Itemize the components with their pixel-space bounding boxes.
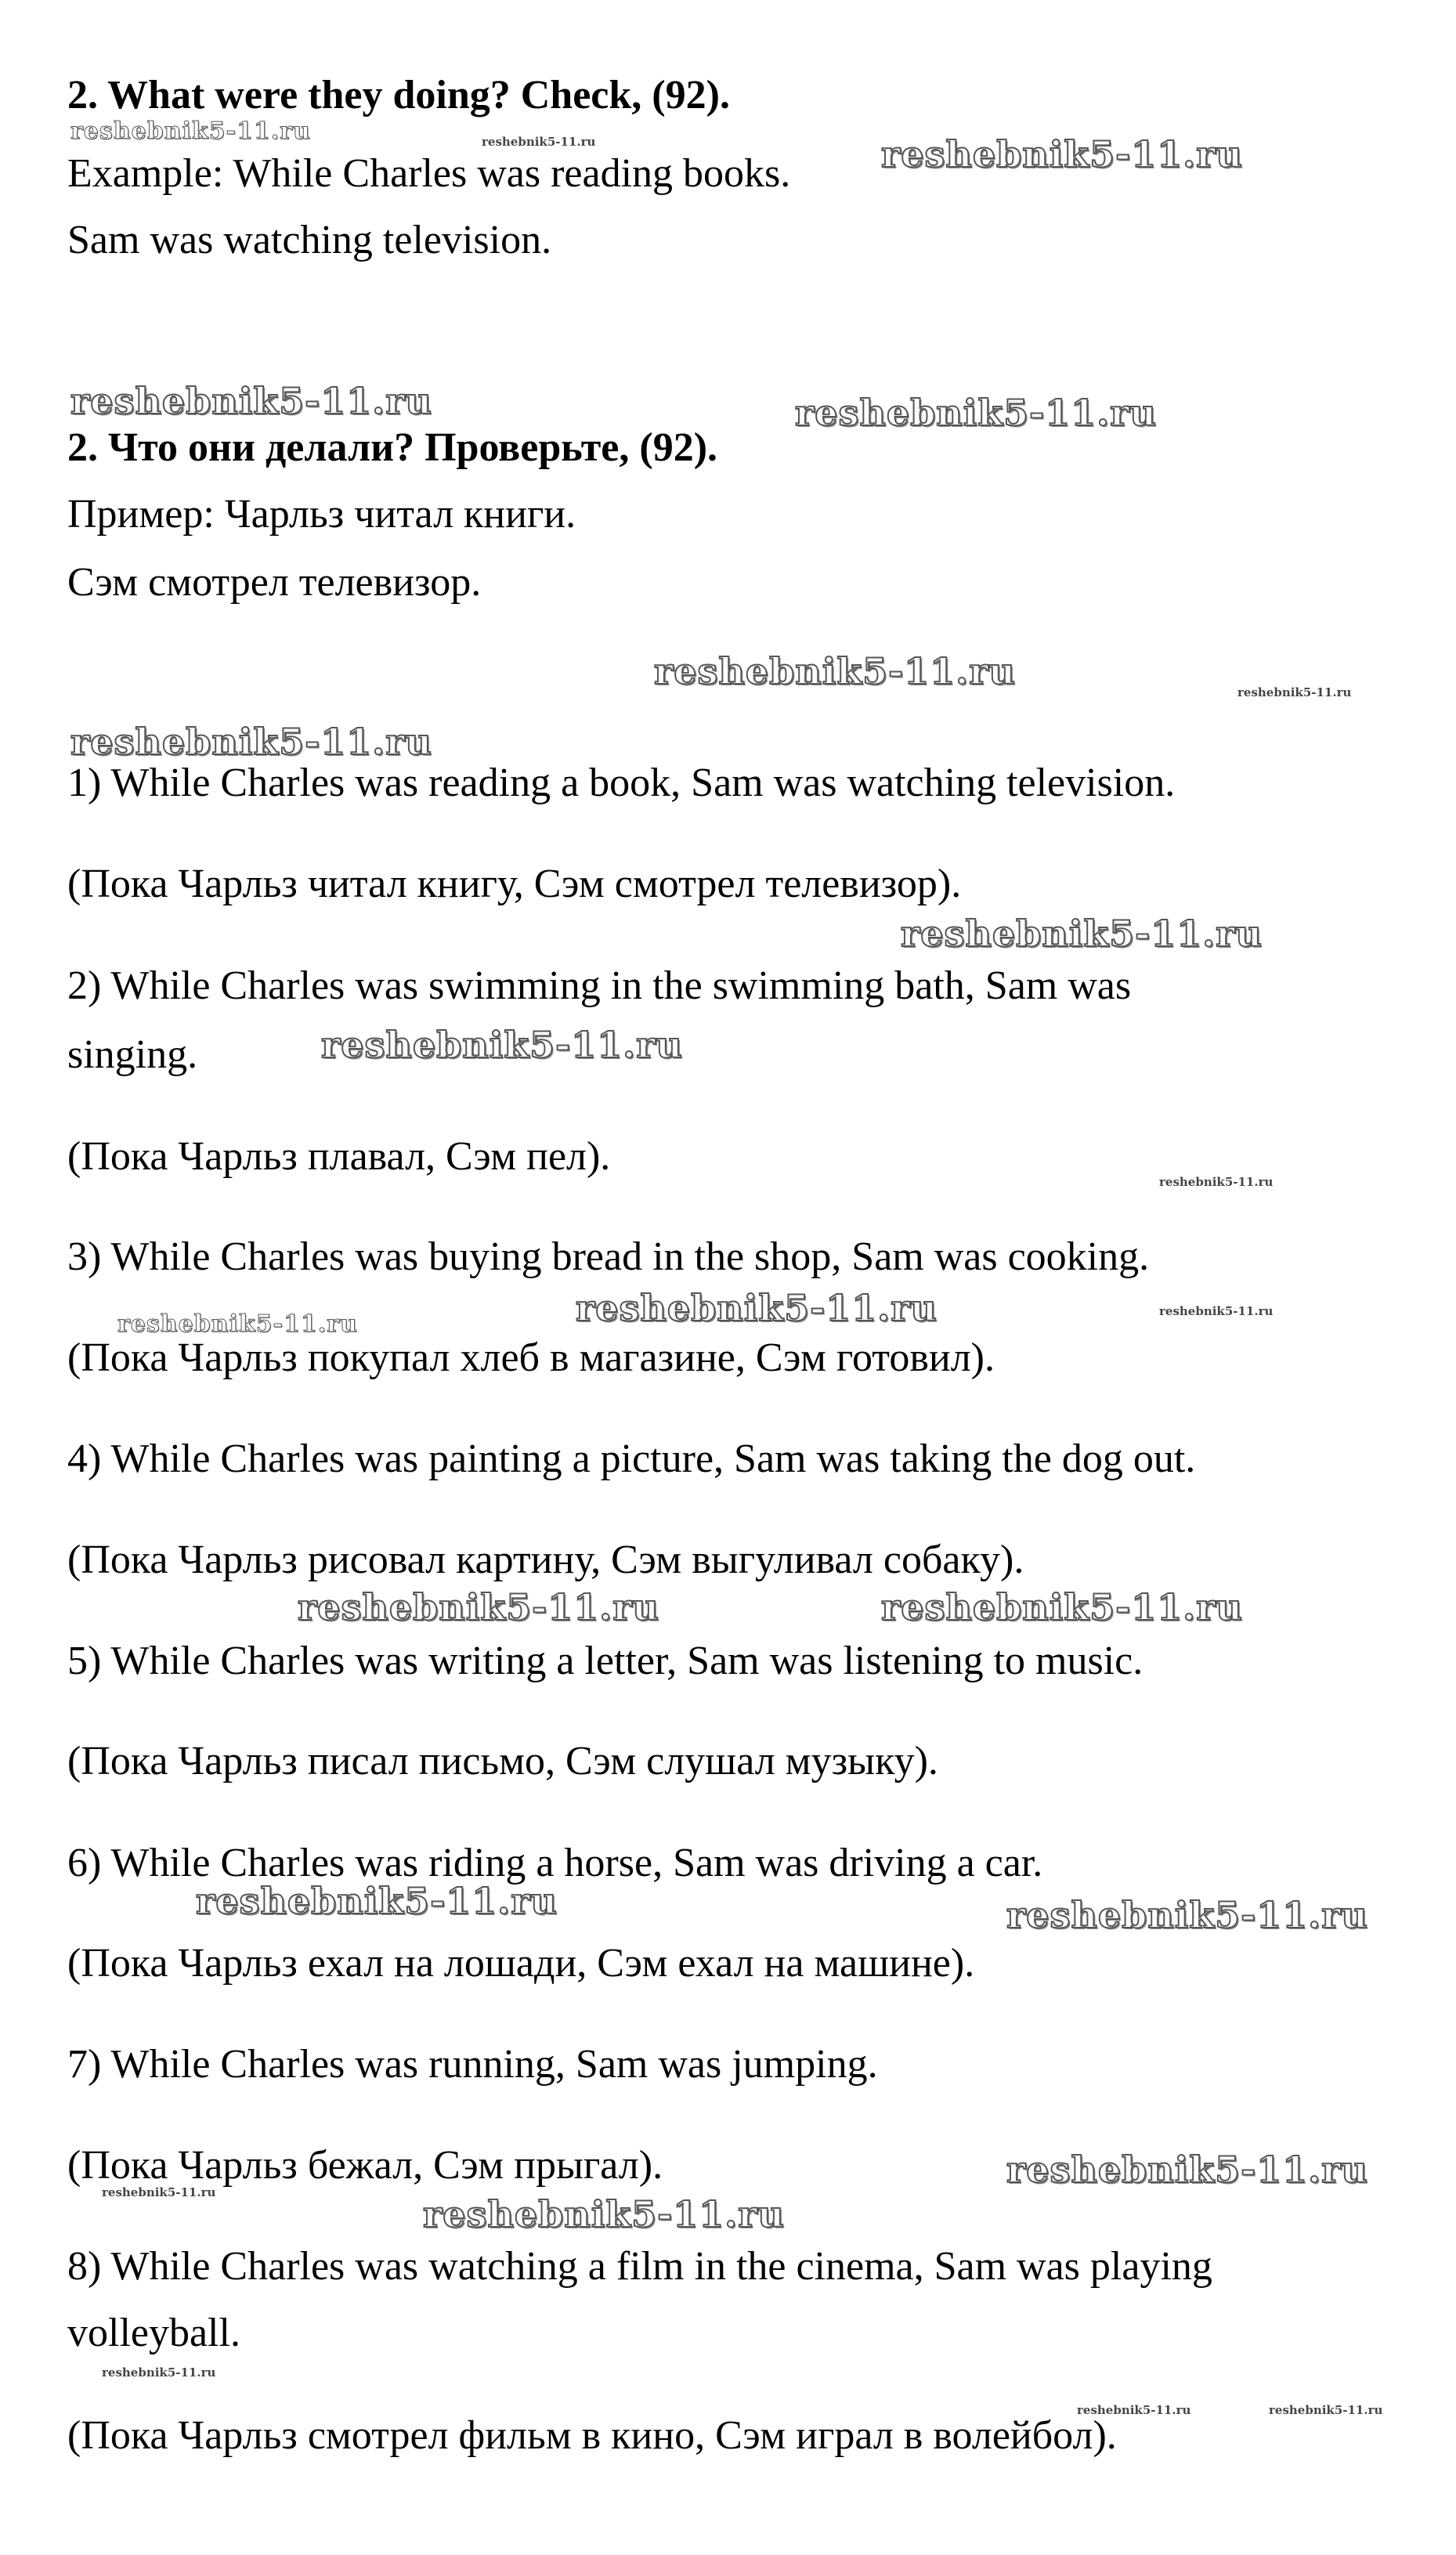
answer-3-translation: (Пока Чарльз покупал хлеб в магазине, Сэм готовил). <box>67 1335 995 1380</box>
example-continuation-ru: Сэм смотрел телевизор. <box>67 560 482 605</box>
watermark: reshebnik5-11.ru <box>881 1586 1243 1628</box>
answer-5: 5) While Charles was writing a letter, Sam was listening to music. <box>67 1639 1143 1683</box>
watermark: reshebnik5-11.ru <box>70 380 432 422</box>
watermark: reshebnik5-11.ru <box>102 2185 216 2199</box>
answer-5-translation: (Пока Чарльз писал письмо, Сэм слушал музыку). <box>67 1739 938 1783</box>
watermark: reshebnik5-11.ru <box>1159 1175 1274 1189</box>
watermark: reshebnik5-11.ru <box>70 117 311 145</box>
answer-2: 2) While Charles was swimming in the swimming bath, Sam was <box>67 963 1132 1008</box>
answer-2-translation: (Пока Чарльз плавал, Сэм пел). <box>67 1134 611 1179</box>
task-heading-ru: 2. Что они делали? Проверьте, (92). <box>67 425 718 470</box>
watermark: reshebnik5-11.ru <box>901 912 1263 955</box>
watermark: reshebnik5-11.ru <box>1269 2403 1383 2417</box>
answer-1-translation: (Пока Чарльз читал книгу, Сэм смотрел телевизор). <box>67 862 962 906</box>
example-continuation-en: Sam was watching television. <box>67 218 552 262</box>
watermark: reshebnik5-11.ru <box>196 1880 558 1922</box>
answer-2-continuation: singing. <box>67 1032 198 1077</box>
answer-1: 1) While Charles was reading a book, Sam was watching television. <box>67 761 1176 805</box>
watermark: reshebnik5-11.ru <box>1237 685 1352 699</box>
watermark: reshebnik5-11.ru <box>1006 1894 1368 1936</box>
watermark: reshebnik5-11.ru <box>102 2365 216 2380</box>
watermark: reshebnik5-11.ru <box>654 650 1016 692</box>
watermark: reshebnik5-11.ru <box>1006 2148 1368 2191</box>
watermark: reshebnik5-11.ru <box>321 1024 683 1066</box>
watermark: reshebnik5-11.ru <box>881 133 1243 175</box>
answer-8-translation: (Пока Чарльз смотрел фильм в кино, Сэм играл в волейбол). <box>67 2413 1117 2458</box>
watermark: reshebnik5-11.ru <box>1159 1304 1274 1318</box>
answer-4: 4) While Charles was painting a picture, Sam was taking the dog out. <box>67 1437 1196 1481</box>
watermark: reshebnik5-11.ru <box>117 1310 358 1338</box>
task-heading-en: 2. What were they doing? Check, (92). <box>67 73 730 117</box>
watermark: reshebnik5-11.ru <box>482 135 596 149</box>
watermark: reshebnik5-11.ru <box>1077 2403 1191 2417</box>
answer-8: 8) While Charles was watching a film in the cinema, Sam was playing <box>67 2244 1212 2289</box>
watermark: reshebnik5-11.ru <box>298 1586 659 1628</box>
watermark: reshebnik5-11.ru <box>576 1287 938 1329</box>
example-line-en: Example: While Charles was reading books. <box>67 151 791 196</box>
answer-4-translation: (Пока Чарльз рисовал картину, Сэм выгуливал собаку). <box>67 1538 1024 1582</box>
answer-7-translation: (Пока Чарльз бежал, Сэм прыгал). <box>67 2143 663 2188</box>
answer-8-continuation: volleyball. <box>67 2311 240 2355</box>
watermark: reshebnik5-11.ru <box>423 2193 785 2235</box>
example-line-ru: Пример: Чарльз читал книги. <box>67 492 576 537</box>
watermark: reshebnik5-11.ru <box>795 392 1157 434</box>
answer-7: 7) While Charles was running, Sam was jumping. <box>67 2042 878 2087</box>
answer-3: 3) While Charles was buying bread in the shop, Sam was cooking. <box>67 1234 1150 1279</box>
watermark: reshebnik5-11.ru <box>70 721 432 763</box>
answer-6-translation: (Пока Чарльз ехал на лошади, Сэм ехал на машине). <box>67 1941 975 1986</box>
answer-6: 6) While Charles was riding a horse, Sam was driving a car. <box>67 1841 1043 1885</box>
